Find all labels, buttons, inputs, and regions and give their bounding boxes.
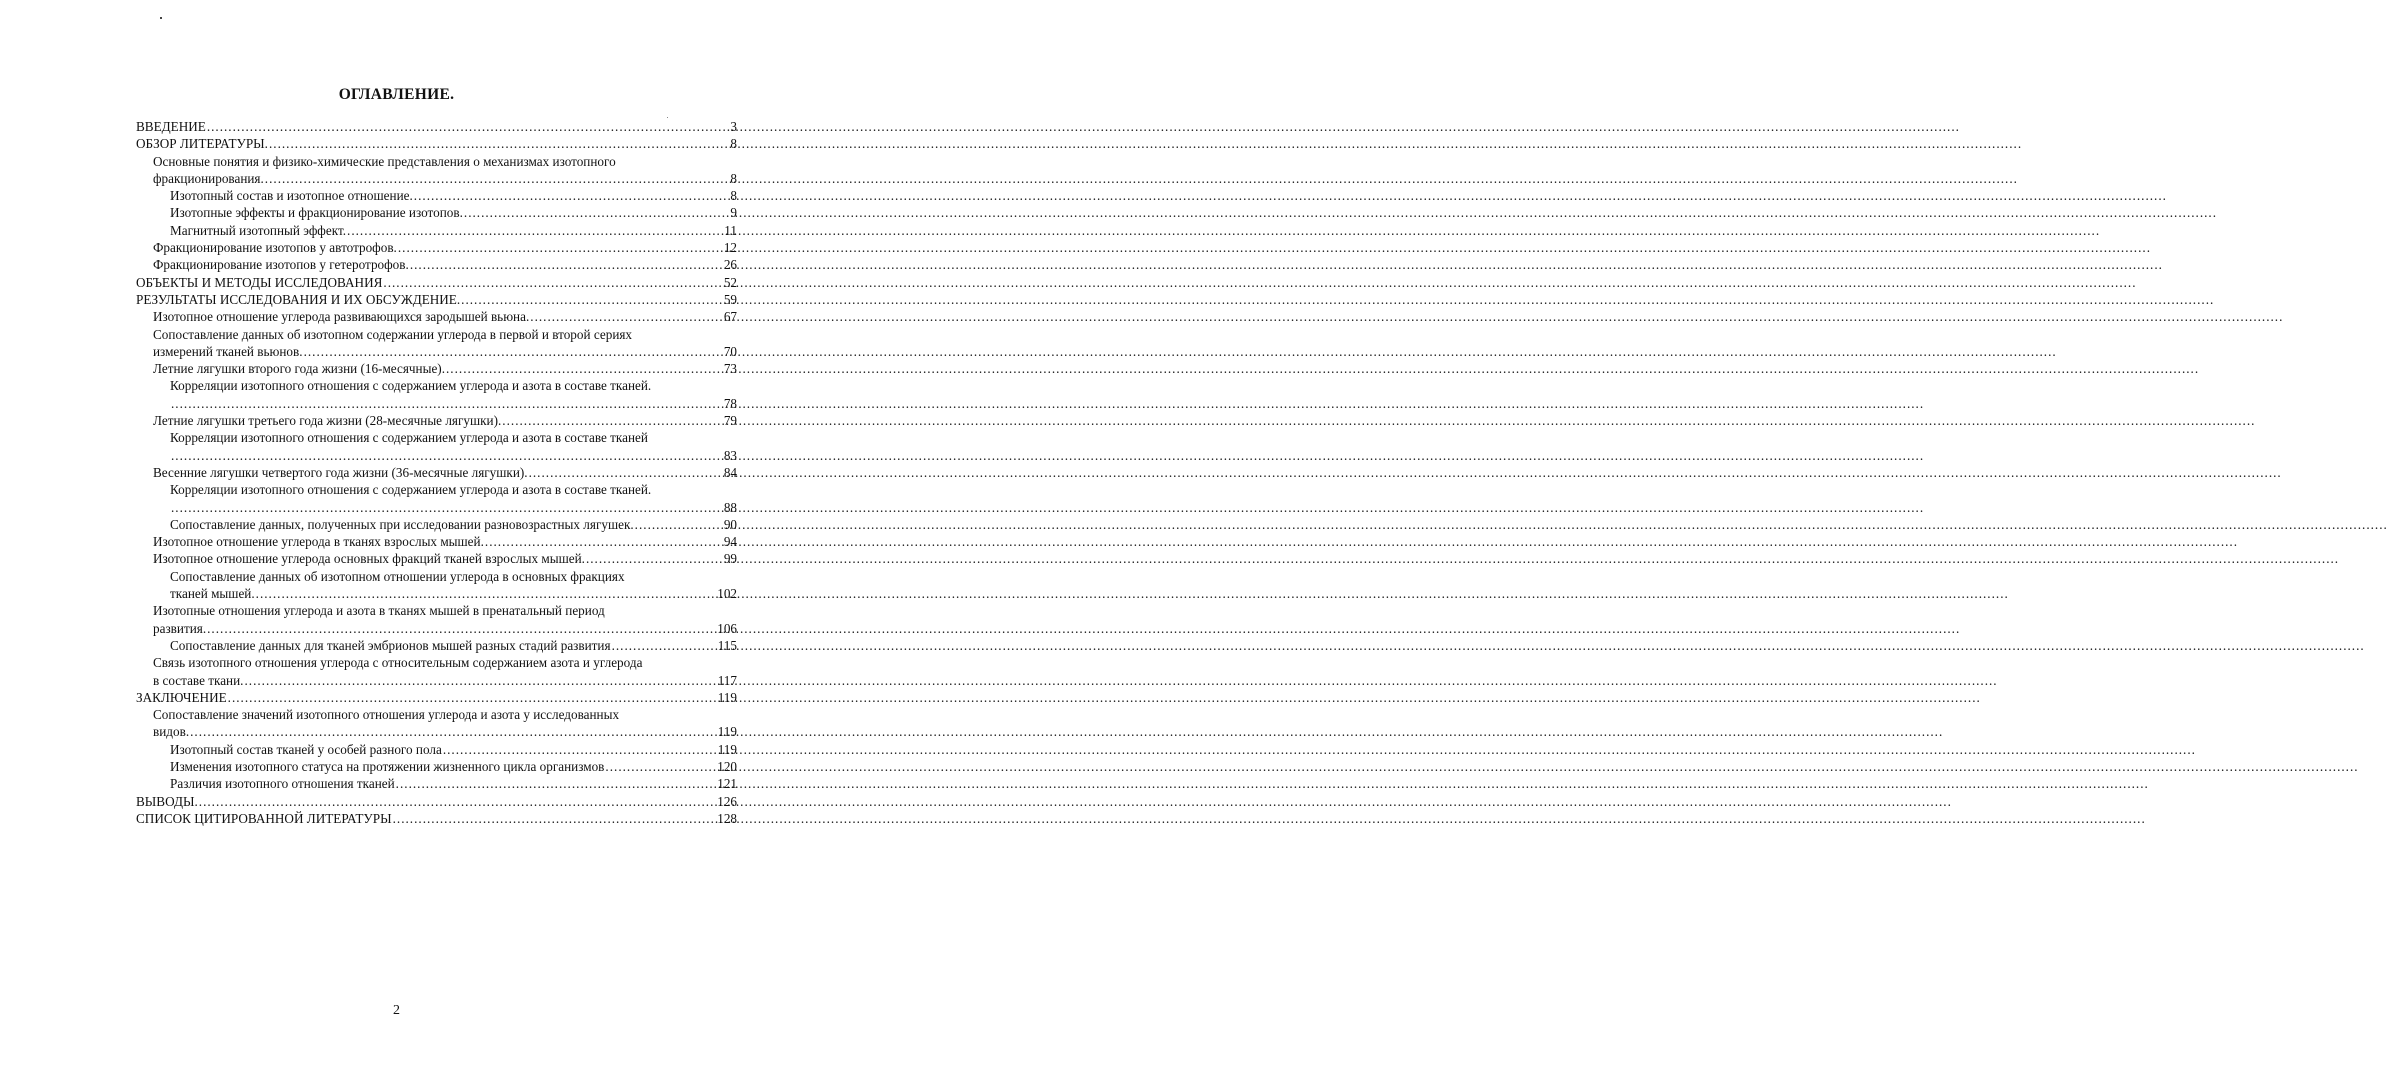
toc-entry-title: ЗАКЛЮЧЕНИЕ xyxy=(136,689,227,705)
toc-leader-dots xyxy=(228,689,717,706)
toc-leader-dots xyxy=(586,550,723,567)
scan-speck xyxy=(160,17,162,19)
toc-entry-title: ВЫВОДЫ. xyxy=(136,793,198,809)
toc-entry[interactable] xyxy=(136,758,737,775)
toc-entry-lead: Сопоставление значений изотопного отношения углерода и азота у исследованных xyxy=(153,707,620,723)
toc-entry-lead: Сопоставление данных об изотопном отношении углерода в основных фракциях xyxy=(170,568,625,584)
toc-leader-dots xyxy=(530,308,723,325)
toc-entry-page: 8 xyxy=(730,136,737,152)
toc-leader-dots xyxy=(502,412,723,429)
toc-entry-page: 119 xyxy=(717,724,737,740)
toc-leader-dots xyxy=(396,775,717,792)
toc-entry-page: 115 xyxy=(717,637,737,653)
toc-entry-title: ВВЕДЕНИЕ xyxy=(136,119,206,134)
toc-entry-title: Фракционирование изотопов у гетеротрофов. xyxy=(153,257,409,273)
toc-entry[interactable] xyxy=(136,723,737,740)
toc-entry-title: Изотопный состав и изотопное отношение. xyxy=(170,188,413,204)
toc-entry-page: 99 xyxy=(723,551,737,567)
toc-entry-lead: Корреляции изотопного отношения с содержанием углерода и азота в составе тканей xyxy=(170,430,648,446)
toc-entry-page: 59 xyxy=(723,291,737,307)
toc-entry-title: измерений тканей вьюнов. xyxy=(153,343,303,359)
toc-leader-dots xyxy=(171,499,723,516)
toc-entry-page: 121 xyxy=(717,776,737,792)
toc-entry-page: 126 xyxy=(717,793,737,809)
toc-entry[interactable] xyxy=(136,395,737,412)
toc-entry[interactable] xyxy=(136,810,737,827)
toc-entry-title: Изотопные эффекты и фракционирование изотопов. xyxy=(170,205,463,221)
toc-entry[interactable] xyxy=(136,187,737,204)
toc-leader-dots xyxy=(635,516,723,533)
toc-entry-title: Сопоставление данных для тканей эмбрионов мышей разных стадий развития xyxy=(170,637,611,653)
toc-entry-title: Фракционирование изотопов у автотрофов. xyxy=(153,240,397,256)
toc-entry-title: Различия изотопного отношения тканей xyxy=(170,776,395,792)
toc-entry-title: в составе ткани. xyxy=(153,672,244,688)
toc-entry-lead: Корреляции изотопного отношения с содержанием углерода и азота в составе тканей. xyxy=(170,378,652,394)
toc-entry-page: 11 xyxy=(724,222,737,238)
toc-entry[interactable] xyxy=(136,550,737,567)
toc-entry[interactable] xyxy=(136,637,737,654)
toc-entry[interactable] xyxy=(136,516,737,533)
toc-entry-title: Изотопный состав тканей у особей разного пола xyxy=(170,741,442,757)
toc-entry-page: 79 xyxy=(723,413,737,429)
toc-entry-page: 83 xyxy=(723,447,737,463)
toc-leader-dots xyxy=(605,758,716,775)
toc-entry-page: 9 xyxy=(730,205,737,221)
toc-entry[interactable] xyxy=(136,239,737,256)
toc-entry[interactable] xyxy=(136,793,737,810)
page-number: 2 xyxy=(393,1003,400,1018)
toc-entry[interactable] xyxy=(136,222,737,239)
toc-entry[interactable] xyxy=(136,499,737,516)
toc-entry-title: Изотопное отношение углерода развивающихся зародышей вьюна. xyxy=(153,309,530,325)
toc-entry-page: 128 xyxy=(717,810,737,826)
toc-entry[interactable] xyxy=(136,343,737,360)
toc-entry-page: 3 xyxy=(730,119,737,134)
toc-leader-dots xyxy=(190,723,717,740)
toc-entry[interactable] xyxy=(136,118,737,135)
toc-leader-dots xyxy=(265,170,730,187)
toc-entry[interactable] xyxy=(136,585,737,602)
toc-leader-dots xyxy=(199,793,716,810)
toc-entry-title: тканей мышей. xyxy=(170,586,255,602)
toc-entry[interactable] xyxy=(136,135,737,152)
toc-leader-dots xyxy=(612,637,717,654)
toc-entry-title: Изотопное отношение углерода в тканях взрослых мышей. xyxy=(153,534,484,550)
toc-entry-page: 26 xyxy=(723,257,737,273)
toc-leader-dots xyxy=(410,256,723,273)
table-of-contents xyxy=(136,118,737,827)
toc-entry-page: 119 xyxy=(717,741,737,757)
toc-entry[interactable] xyxy=(136,291,737,308)
toc-leader-dots xyxy=(383,274,722,291)
toc-entry[interactable] xyxy=(136,464,737,481)
toc-leader-dots xyxy=(256,585,717,602)
toc-entry-page: 12 xyxy=(723,240,737,256)
toc-entry-page: 102 xyxy=(717,586,737,602)
toc-leader-dots xyxy=(304,343,723,360)
toc-entry[interactable] xyxy=(136,204,737,221)
toc-leader-dots xyxy=(461,291,723,308)
toc-entry-title: РЕЗУЛЬТАТЫ ИССЛЕДОВАНИЯ И ИХ ОБСУЖДЕНИЕ. xyxy=(136,291,461,307)
toc-entry-title: Летние лягушки третьего года жизни (28-месячные лягушки). xyxy=(153,413,502,429)
toc-entry-page: 94 xyxy=(723,534,737,550)
toc-entry-title: фракционирования. xyxy=(153,170,264,186)
toc-entry[interactable] xyxy=(136,447,737,464)
toc-entry-page: 88 xyxy=(723,499,737,515)
toc-entry-page: 8 xyxy=(730,170,737,186)
toc-entry[interactable] xyxy=(136,533,737,550)
toc-entry-page: 73 xyxy=(723,361,737,377)
toc-leader-dots xyxy=(464,204,730,221)
toc-leader-dots xyxy=(171,447,723,464)
toc-entry[interactable] xyxy=(136,412,737,429)
toc-entry[interactable] xyxy=(136,741,737,758)
toc-entry-title: развития. xyxy=(153,620,207,636)
toc-entry-lead: Сопоставление данных об изотопном содержании углерода в первой и второй сериях xyxy=(153,326,633,342)
toc-entry-page: 67 xyxy=(723,309,737,325)
toc-entry-page: 119 xyxy=(717,689,737,705)
toc-entry-page: 70 xyxy=(723,343,737,359)
toc-entry-title: Сопоставление данных, полученных при исследовании разновозрастных лягушек. xyxy=(170,516,634,532)
toc-entry-lead: Основные понятия и физико-химические представления о механизмах изотопного xyxy=(153,153,616,169)
toc-leader-dots xyxy=(446,360,723,377)
toc-entry-page: 90 xyxy=(723,516,737,532)
toc-entry[interactable] xyxy=(136,689,737,706)
toc-entry-lead: Изотопные отношения углерода и азота в тканях мышей в пренатальный период xyxy=(153,603,605,619)
toc-entry[interactable] xyxy=(136,672,737,689)
toc-entry-title: ОБЗОР ЛИТЕРАТУРЫ. xyxy=(136,136,268,152)
toc-leader-dots xyxy=(244,672,716,689)
toc-entry-page: 117 xyxy=(717,672,737,688)
toc-entry[interactable] xyxy=(136,170,737,187)
toc-entry-title: видов. xyxy=(153,724,190,740)
toc-entry-title: ОБЪЕКТЫ И МЕТОДЫ ИССЛЕДОВАНИЯ xyxy=(136,274,383,290)
toc-entry[interactable] xyxy=(136,360,737,377)
toc-entry-title: Изменения изотопного статуса на протяжении жизненного цикла организмов xyxy=(170,758,605,774)
toc-leader-dots xyxy=(398,239,723,256)
toc-entry[interactable] xyxy=(136,775,737,792)
toc-leader-dots xyxy=(171,395,723,412)
toc-entry-title: СПИСОК ЦИТИРОВАННОЙ ЛИТЕРАТУРЫ xyxy=(136,810,392,826)
toc-leader-dots xyxy=(207,118,730,135)
toc-entry[interactable] xyxy=(136,256,737,273)
toc-entry-lead: Связь изотопного отношения углерода с относительным содержанием азота и углерода xyxy=(153,655,643,671)
page-title: ОГЛАВЛЕНИЕ. xyxy=(338,86,455,103)
toc-entry-title: Магнитный изотопный эффект. xyxy=(170,222,347,238)
toc-leader-dots xyxy=(529,464,723,481)
toc-entry-page: 84 xyxy=(723,464,737,480)
toc-entry-lead: Корреляции изотопного отношения с содержанием углерода и азота в составе тканей. xyxy=(170,482,652,498)
toc-entry-title: Весенние лягушки четвертого года жизни (36-месячные лягушки). xyxy=(153,464,528,480)
toc-leader-dots xyxy=(443,741,717,758)
toc-entry[interactable] xyxy=(136,620,737,637)
toc-leader-dots xyxy=(347,222,723,239)
toc-leader-dots xyxy=(485,533,723,550)
toc-entry-page: 8 xyxy=(730,188,737,204)
toc-leader-dots xyxy=(207,620,716,637)
toc-entry[interactable] xyxy=(136,308,737,325)
toc-entry-title: Изотопное отношение углерода основных фракций тканей взрослых мышей. xyxy=(153,551,585,567)
toc-entry-page: 120 xyxy=(717,758,737,774)
toc-entry[interactable] xyxy=(136,274,737,291)
toc-leader-dots xyxy=(414,187,730,204)
toc-entry-page: 52 xyxy=(723,274,737,290)
toc-leader-dots xyxy=(269,135,729,152)
toc-entry-page: 78 xyxy=(723,395,737,411)
toc-leader-dots xyxy=(393,810,717,827)
toc-entry-page: 106 xyxy=(717,620,737,636)
toc-entry-title: Летние лягушки второго года жизни (16-месячные). xyxy=(153,361,445,377)
